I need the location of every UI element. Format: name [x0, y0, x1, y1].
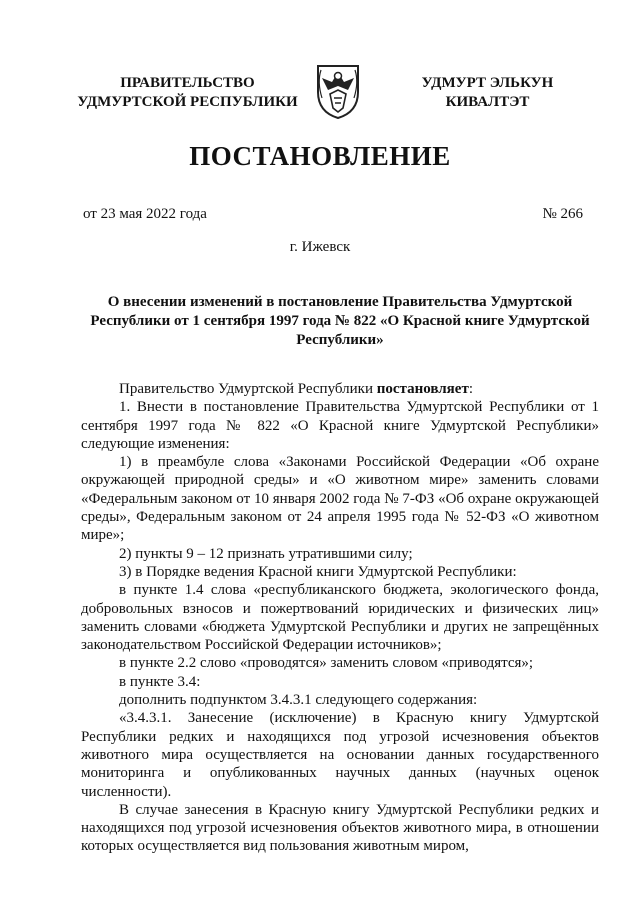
intro-text: Правительство Удмуртской Республики: [119, 381, 377, 397]
paragraph: в пункте 2.2 слово «проводятся» заменить словом «приводятся»;: [119, 655, 534, 672]
government-name-udmurt: [400, 74, 575, 112]
paragraph: в пункте 3.4:: [119, 673, 201, 690]
paragraph: В случае занесения в Красную книгу Удмуртской Республики редких и находящихся под угрозой исчезновения объектов животного мира, в отношении которых осуществляется вид пользования животным миром,: [81, 801, 599, 855]
paragraph: 3) в Порядке ведения Красной книги Удмуртской Республики:: [119, 563, 517, 580]
government-name-line: УДМУРТСКОЙ РЕСПУБЛИКИ: [77, 94, 298, 110]
paragraph: дополнить подпунктом 3.4.3.1 следующего содержания:: [119, 692, 478, 709]
government-name-line: УДМУРТ ЭЛЬКУН: [421, 75, 554, 91]
document-type-heading: ПОСТАНОВЛЕНИЕ: [189, 141, 451, 171]
paragraph: «3.4.3.1. Занесение (исключение) в Красную книгу Удмуртской Республики редких и находящихся под угрозой исчезновения объектов животного мира осуществляется на основании данных государственного мониторинга и опубликованных научных данных (научных оценок численности).: [81, 710, 599, 800]
intro-colon: :: [468, 381, 473, 397]
document-number: № 266: [542, 206, 583, 222]
document-body: [81, 380, 599, 856]
paragraph: 2) пункты 9 – 12 признать утратившими силу;: [119, 545, 413, 562]
document-date: от 23 мая 2022 года: [83, 206, 207, 222]
coat-of-arms-icon: [314, 62, 362, 120]
paragraph: в пункте 1.4 слова «республиканского бюджета, экологического фонда, добровольных взносов и пожертвований юридических и физических лиц» заменить словами «бюджета Удмуртской Республики и других не запрещённых законодательством Российской Федерации источников»;: [81, 582, 599, 654]
intro-verb: постановляет: [376, 381, 469, 397]
government-name-line: КИВАЛТЭТ: [445, 94, 530, 110]
paragraph: 1. Внести в постановление Правительства Удмуртской Республики от 1 сентября 1997 года № 822 «О Красной книге Удмуртской Республики» следующие изменения:: [81, 399, 599, 452]
government-name-line: ПРАВИТЕЛЬСТВО: [120, 75, 255, 91]
decree-intro: [81, 380, 599, 398]
paragraph: 1) в преамбуле слова «Законами Российской Федерации «Об охране окружающей природной среды» и «О животном мире» заменить словами «Федеральным законом от 10 января 2002 года № 7-ФЗ «Об охране окружающей среды», Федеральным законом от 24 апреля 1995 года № 52-ФЗ «О животном мире»;: [81, 454, 599, 544]
document-title: О внесении изменений в постановление Правительства Удмуртской Республики от 1 сентября 1997 года № 822 «О Красной книге Удмуртской Республики»: [90, 294, 590, 348]
government-name-russian: [70, 74, 305, 112]
city-of-issue: г. Ижевск: [289, 239, 351, 255]
